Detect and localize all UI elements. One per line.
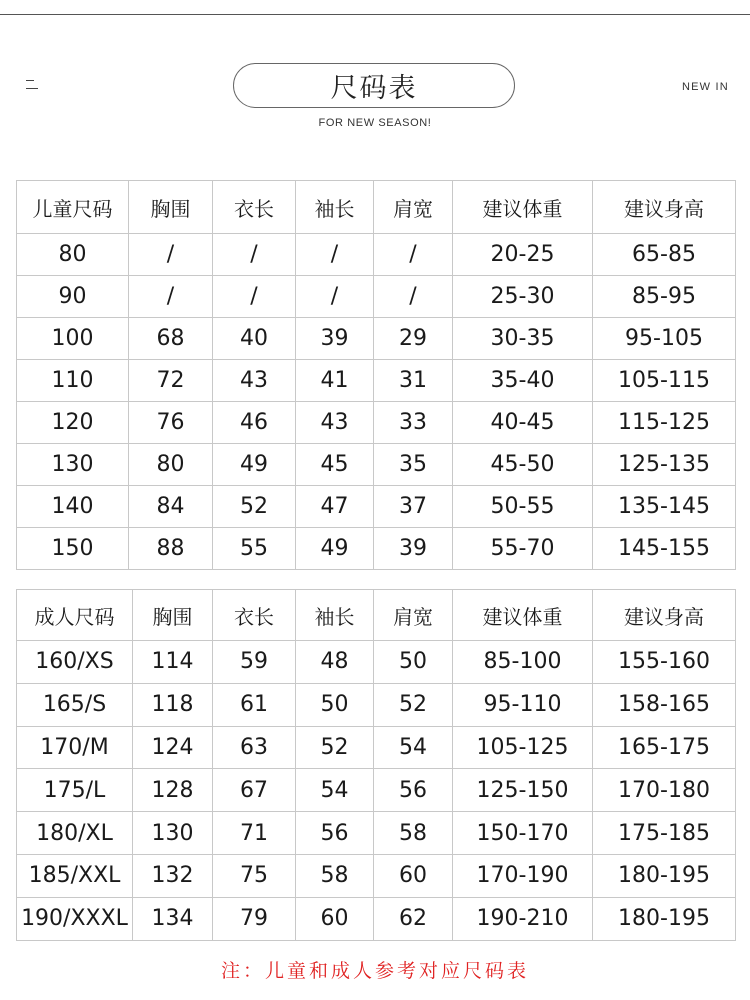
table-cell: 55-70: [453, 528, 593, 570]
table-cell: 50: [374, 641, 453, 684]
table-row: [17, 897, 736, 940]
table-cell: 56: [374, 769, 453, 812]
table-cell: 88: [129, 528, 213, 570]
table-cell: 180-195: [593, 897, 736, 940]
table-cell: 72: [129, 360, 213, 402]
top-divider: [0, 14, 750, 15]
table-cell: /: [296, 234, 374, 276]
table-cell: /: [374, 276, 453, 318]
table-cell: 132: [133, 854, 213, 897]
table-cell: 58: [374, 812, 453, 855]
table-cell: 180-195: [593, 854, 736, 897]
menu-lines-icon: [26, 80, 38, 92]
table-cell: 170-190: [453, 854, 593, 897]
table-cell: 165/S: [17, 683, 133, 726]
table-cell: 110: [17, 360, 129, 402]
table-cell: 48: [296, 641, 374, 684]
table-cell: 150-170: [453, 812, 593, 855]
table-cell: 150: [17, 528, 129, 570]
table-cell: 46: [213, 402, 296, 444]
table-cell: 62: [374, 897, 453, 940]
table-row: [17, 641, 736, 684]
column-header: 胸围: [129, 181, 213, 234]
table-row: [17, 812, 736, 855]
table-cell: 37: [374, 486, 453, 528]
table-cell: 124: [133, 726, 213, 769]
table-row: [17, 444, 736, 486]
table-cell: 50: [296, 683, 374, 726]
table-cell: /: [129, 234, 213, 276]
footnote: 注：儿童和成人参考对应尺码表: [220, 960, 529, 982]
table-cell: 95-105: [593, 318, 736, 360]
table-row: [17, 402, 736, 444]
column-header: 建议身高: [593, 590, 736, 641]
table-cell: 125-150: [453, 769, 593, 812]
column-header: 胸围: [133, 590, 213, 641]
table-cell: 30-35: [453, 318, 593, 360]
column-header: 衣长: [213, 181, 296, 234]
table-cell: 61: [213, 683, 296, 726]
column-header: 袖长: [296, 590, 374, 641]
table-cell: 85-100: [453, 641, 593, 684]
table-cell: 29: [374, 318, 453, 360]
page-subtitle: FOR NEW SEASON!: [318, 117, 432, 129]
table-cell: 49: [213, 444, 296, 486]
table-cell: 35: [374, 444, 453, 486]
table-cell: 52: [374, 683, 453, 726]
table-row: [17, 234, 736, 276]
table-cell: /: [296, 276, 374, 318]
table-cell: 75: [213, 854, 296, 897]
column-header: 建议体重: [453, 590, 593, 641]
table-cell: 50-55: [453, 486, 593, 528]
table-row: [17, 276, 736, 318]
table-cell: 170-180: [593, 769, 736, 812]
table-cell: 47: [296, 486, 374, 528]
table-cell: 90: [17, 276, 129, 318]
table-cell: 118: [133, 683, 213, 726]
table-cell: 67: [213, 769, 296, 812]
table-cell: 45-50: [453, 444, 593, 486]
table-cell: 20-25: [453, 234, 593, 276]
column-header: 建议身高: [593, 181, 736, 234]
table-cell: 165-175: [593, 726, 736, 769]
table-cell: 71: [213, 812, 296, 855]
table-cell: 41: [296, 360, 374, 402]
table-cell: 79: [213, 897, 296, 940]
table-cell: 55: [213, 528, 296, 570]
table-cell: 35-40: [453, 360, 593, 402]
table-cell: 52: [213, 486, 296, 528]
table-row: [17, 486, 736, 528]
table-cell: 115-125: [593, 402, 736, 444]
column-header: 肩宽: [374, 181, 453, 234]
table-cell: 105-115: [593, 360, 736, 402]
table-cell: 52: [296, 726, 374, 769]
table-cell: 63: [213, 726, 296, 769]
table-cell: 54: [374, 726, 453, 769]
table-row: [17, 528, 736, 570]
table-cell: 95-110: [453, 683, 593, 726]
table-cell: 130: [133, 812, 213, 855]
kids-size-table: [16, 180, 736, 570]
table-row: [17, 854, 736, 897]
column-header: 成人尺码: [17, 590, 133, 641]
table-row: [17, 360, 736, 402]
table-cell: 80: [17, 234, 129, 276]
table-cell: 60: [374, 854, 453, 897]
table-cell: 105-125: [453, 726, 593, 769]
table-cell: 175/L: [17, 769, 133, 812]
table-cell: 175-185: [593, 812, 736, 855]
table-cell: 135-145: [593, 486, 736, 528]
column-header: 儿童尺码: [17, 181, 129, 234]
adult-size-table: [16, 589, 736, 941]
table-row: [17, 683, 736, 726]
table-cell: 114: [133, 641, 213, 684]
table-cell: 39: [296, 318, 374, 360]
column-header: 袖长: [296, 181, 374, 234]
table-header-row: [17, 590, 736, 641]
table-cell: 45: [296, 444, 374, 486]
table-cell: 54: [296, 769, 374, 812]
table-row: [17, 726, 736, 769]
table-cell: 25-30: [453, 276, 593, 318]
table-cell: 39: [374, 528, 453, 570]
table-cell: 43: [213, 360, 296, 402]
table-cell: 85-95: [593, 276, 736, 318]
table-cell: 145-155: [593, 528, 736, 570]
table-row: [17, 769, 736, 812]
table-cell: 40: [213, 318, 296, 360]
table-cell: 128: [133, 769, 213, 812]
table-cell: /: [213, 276, 296, 318]
table-row: [17, 318, 736, 360]
table-cell: 33: [374, 402, 453, 444]
table-cell: 68: [129, 318, 213, 360]
table-cell: 170/M: [17, 726, 133, 769]
page-title: 尺码表: [233, 63, 515, 108]
table-cell: 155-160: [593, 641, 736, 684]
new-in-badge: NEW IN: [682, 81, 729, 93]
table-cell: 158-165: [593, 683, 736, 726]
table-cell: 134: [133, 897, 213, 940]
table-cell: 56: [296, 812, 374, 855]
column-header: 建议体重: [453, 181, 593, 234]
table-cell: /: [374, 234, 453, 276]
column-header: 衣长: [213, 590, 296, 641]
table-cell: 120: [17, 402, 129, 444]
table-cell: 31: [374, 360, 453, 402]
table-cell: 140: [17, 486, 129, 528]
table-cell: 190-210: [453, 897, 593, 940]
table-cell: 60: [296, 897, 374, 940]
table-cell: 160/XS: [17, 641, 133, 684]
table-cell: 185/XXL: [17, 854, 133, 897]
table-cell: 130: [17, 444, 129, 486]
table-cell: 43: [296, 402, 374, 444]
table-cell: /: [129, 276, 213, 318]
table-cell: 80: [129, 444, 213, 486]
table-cell: 76: [129, 402, 213, 444]
table-cell: /: [213, 234, 296, 276]
table-header-row: [17, 181, 736, 234]
table-cell: 180/XL: [17, 812, 133, 855]
table-cell: 125-135: [593, 444, 736, 486]
table-cell: 58: [296, 854, 374, 897]
table-cell: 190/XXXL: [17, 897, 133, 940]
column-header: 肩宽: [374, 590, 453, 641]
table-cell: 65-85: [593, 234, 736, 276]
table-cell: 100: [17, 318, 129, 360]
table-cell: 40-45: [453, 402, 593, 444]
table-cell: 49: [296, 528, 374, 570]
table-cell: 59: [213, 641, 296, 684]
table-cell: 84: [129, 486, 213, 528]
